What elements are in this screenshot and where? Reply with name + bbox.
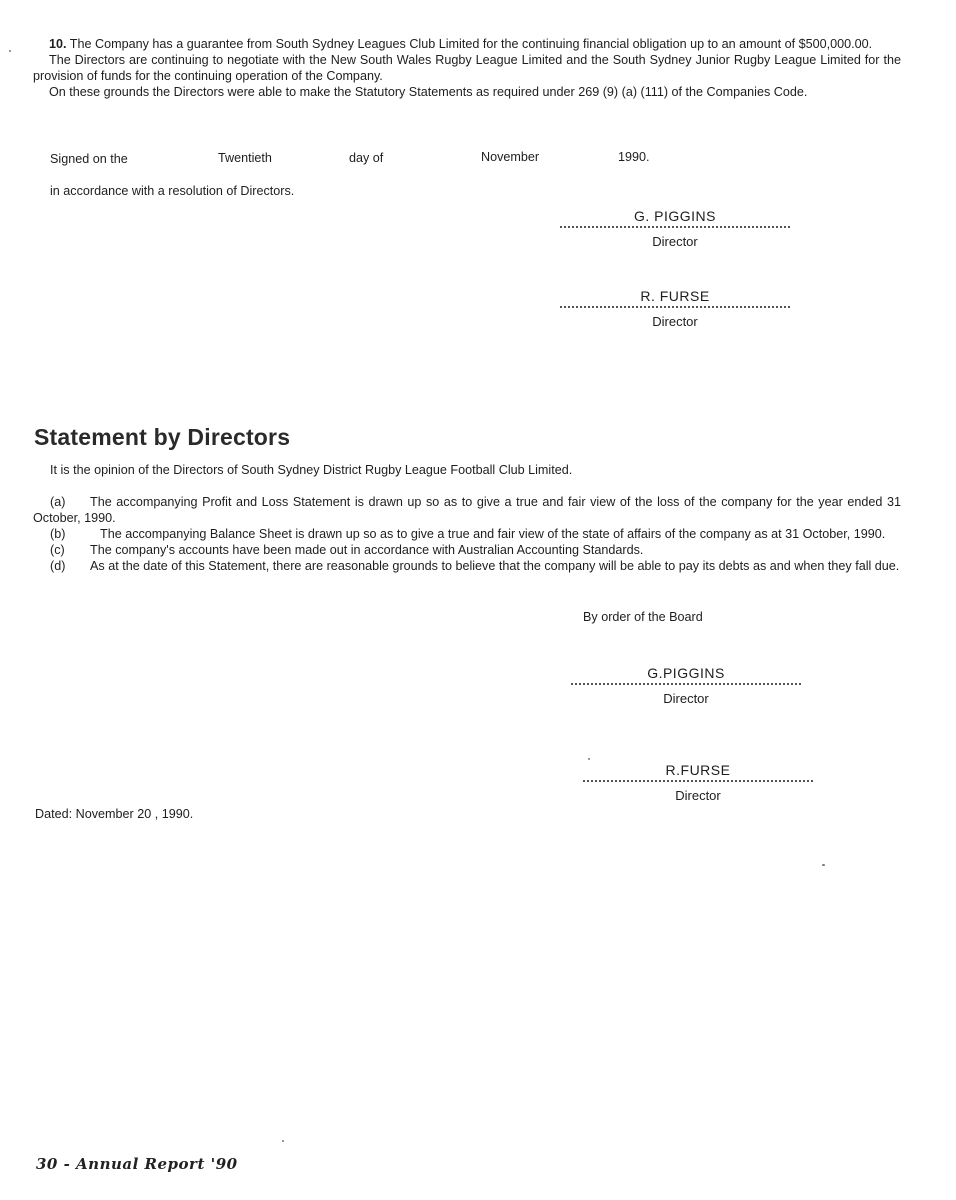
item-label: (d) bbox=[50, 559, 66, 573]
item-text: The accompanying Balance Sheet is drawn up so as to give a true and fair view of the state of affairs of the company as at 31 October, 1990. bbox=[100, 527, 886, 541]
signature-line bbox=[560, 226, 790, 228]
statement-item-b bbox=[33, 526, 901, 542]
page-footer: 30 - Annual Report '90 bbox=[36, 1155, 238, 1173]
scan-speck bbox=[822, 864, 825, 866]
item-label: (c) bbox=[50, 543, 65, 557]
statement-item-c bbox=[33, 542, 901, 558]
signature-block-piggins-top bbox=[560, 208, 790, 250]
item-text: The accompanying Profit and Loss Statement is drawn up so as to give a true and fair view of the loss of the company for the year ended 31 October, 1990. bbox=[33, 495, 901, 525]
signature-block-piggins-bottom bbox=[571, 665, 801, 707]
statement-item-a bbox=[33, 494, 901, 526]
signatory-name: R. FURSE bbox=[640, 288, 710, 304]
item-text: As at the date of this Statement, there are reasonable grounds to believe that the company will be able to pay its debts as and when they fall due. bbox=[90, 559, 900, 573]
scan-speck bbox=[588, 758, 590, 760]
dated-text: Dated: November 20 , 1990. bbox=[35, 807, 194, 821]
signatory-title: Director bbox=[652, 314, 698, 329]
signed-day-of: day of bbox=[349, 151, 384, 165]
note-10-text: The Company has a guarantee from South Sydney Leagues Club Limited for the continuing financial obligation up to an amount of $500,000.00. bbox=[69, 37, 873, 51]
item-label: (a) bbox=[50, 495, 66, 509]
item-text: The company's accounts have been made out in accordance with Australian Accounting Standards. bbox=[90, 543, 644, 557]
signed-month: November bbox=[481, 150, 540, 164]
signatory-name: G.PIGGINS bbox=[647, 665, 725, 681]
note-10-para-3: On these grounds the Directors were able to make the Statutory Statements as required under 269 (9) (a) (111) of the Companies Code. bbox=[49, 85, 808, 99]
signatory-title: Director bbox=[652, 234, 698, 249]
note-10-para-1 bbox=[33, 36, 901, 52]
signature-line bbox=[571, 683, 801, 685]
signature-block-furse-top bbox=[560, 288, 790, 330]
note-10 bbox=[33, 36, 901, 100]
signed-year: 1990. bbox=[618, 150, 650, 164]
statement-items bbox=[33, 494, 901, 574]
resolution-text: in accordance with a resolution of Directors. bbox=[50, 184, 295, 198]
signature-block-furse-bottom bbox=[583, 762, 813, 804]
signatory-title: Director bbox=[663, 691, 709, 706]
scan-speck bbox=[9, 50, 11, 52]
statement-heading: Statement by Directors bbox=[34, 424, 291, 450]
statement-item-d bbox=[33, 558, 901, 574]
by-order-text: By order of the Board bbox=[583, 610, 703, 624]
note-number: 10. bbox=[49, 37, 67, 51]
signed-on-label: Signed on the bbox=[50, 152, 128, 166]
scan-speck bbox=[282, 1140, 284, 1142]
signature-line bbox=[583, 780, 813, 782]
signatory-name: G. PIGGINS bbox=[633, 208, 716, 224]
statement-intro: It is the opinion of the Directors of South Sydney District Rugby League Football Club Limited. bbox=[50, 463, 573, 477]
signed-day: Twentieth bbox=[218, 151, 272, 165]
item-label: (b) bbox=[50, 527, 66, 541]
signatory-title: Director bbox=[675, 788, 721, 803]
signature-line bbox=[560, 306, 790, 308]
note-10-para-2: The Directors are continuing to negotiate with the New South Wales Rugby League Limited and the South Sydney Junior Rugby League Limited for the provision of funds for the continuing operation of the Company. bbox=[33, 53, 901, 83]
signatory-name: R.FURSE bbox=[665, 762, 731, 778]
